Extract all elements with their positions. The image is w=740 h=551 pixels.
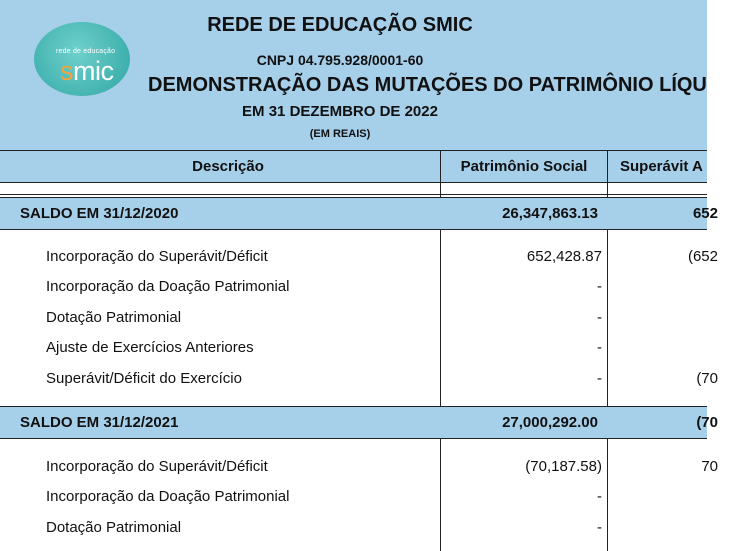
row-label: Incorporação da Doação Patrimonial	[46, 278, 290, 295]
statement-title: DEMONSTRAÇÃO DAS MUTAÇÕES DO PATRIMÔNIO LÍQU	[148, 74, 707, 96]
logo-tagline: rede de educação	[56, 48, 116, 55]
logo-wordmark: smic	[60, 56, 114, 86]
document-header	[0, 0, 707, 150]
row-label: Incorporação do Superávit/Déficit	[46, 458, 268, 475]
table-row	[0, 333, 707, 363]
table-row	[0, 482, 707, 512]
statement-date: EM 31 DEZEMBRO DE 2022	[242, 103, 438, 120]
row-superavit: 70	[701, 458, 718, 475]
row-patrimonio-social: -	[597, 370, 602, 387]
row-patrimonio-social: -	[597, 309, 602, 326]
row-superavit	[608, 513, 718, 543]
balance-superavit: (70	[696, 414, 718, 431]
table-row	[0, 272, 707, 302]
table-row	[0, 364, 718, 394]
row-superavit	[608, 333, 718, 363]
cnpj-line: CNPJ 04.795.928/0001-60	[256, 52, 424, 68]
balance-patrimonio-social: 26,347,863.13	[502, 205, 598, 222]
row-superavit: (70	[696, 370, 718, 387]
row-label: Ajuste de Exercícios Anteriores	[46, 339, 254, 356]
row-patrimonio-social: -	[597, 339, 602, 356]
row-label: Incorporação da Doação Patrimonial	[46, 488, 290, 505]
smic-logo	[34, 22, 130, 96]
column-header-descricao: Descrição	[192, 158, 264, 175]
table-row	[0, 452, 718, 482]
column-header-patrimonio-social: Patrimônio Social	[440, 151, 607, 182]
divider	[0, 194, 707, 195]
balance-row	[0, 406, 718, 439]
column-header-row	[0, 150, 707, 183]
row-superavit	[608, 272, 718, 302]
balance-label: SALDO EM 31/12/2021	[20, 414, 179, 431]
row-superavit	[608, 482, 718, 512]
balance-row	[0, 197, 718, 230]
row-patrimonio-social: (70,187.58)	[525, 458, 602, 475]
row-patrimonio-social: -	[597, 488, 602, 505]
row-label: Dotação Patrimonial	[46, 309, 182, 326]
row-superavit: (652	[687, 248, 718, 265]
row-patrimonio-social: -	[597, 278, 602, 295]
currency-note: (EM REAIS)	[309, 128, 371, 140]
row-label: Dotação Patrimonial	[46, 519, 182, 536]
table-row	[0, 303, 707, 333]
row-label: Incorporação do Superávit/Déficit	[46, 248, 268, 265]
table-row	[0, 242, 718, 272]
organization-title: REDE DE EDUCAÇÃO SMIC	[207, 14, 473, 36]
balance-superavit: 652	[692, 205, 718, 222]
row-patrimonio-social: 652,428.87	[526, 248, 602, 265]
balance-label: SALDO EM 31/12/2020	[20, 205, 179, 222]
table-row	[0, 513, 707, 543]
row-superavit	[608, 303, 718, 333]
row-patrimonio-social: -	[597, 519, 602, 536]
row-label: Superávit/Déficit do Exercício	[46, 370, 242, 387]
column-header-superavit: Superávit A	[607, 151, 740, 182]
balance-patrimonio-social: 27,000,292.00	[502, 414, 598, 431]
